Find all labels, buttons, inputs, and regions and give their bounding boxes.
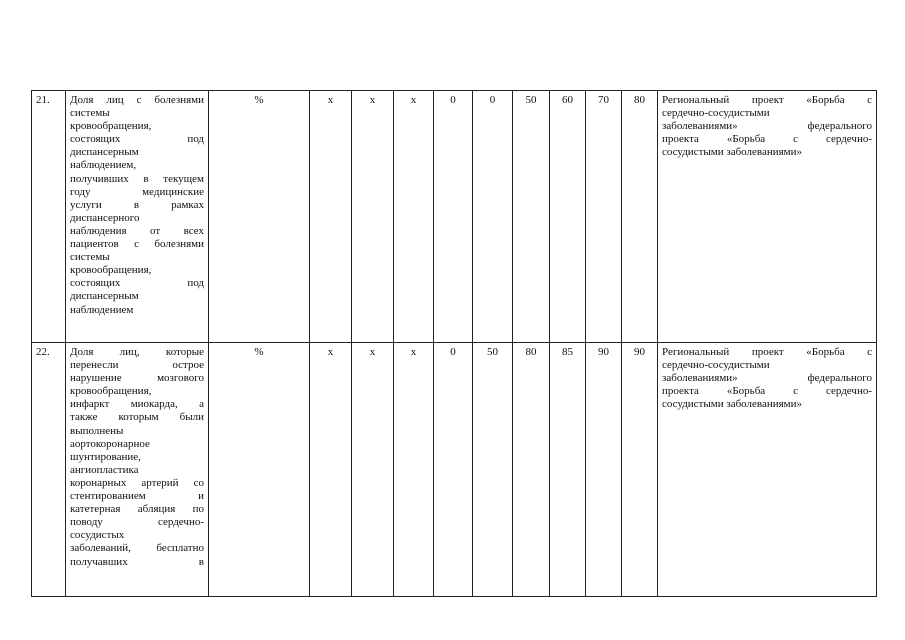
unit-cell: %: [209, 343, 310, 597]
value-cell: 60: [550, 91, 586, 343]
value-cell: 50: [513, 91, 550, 343]
value-cell: 80: [622, 91, 658, 343]
table-row: [32, 91, 877, 343]
row-number: 22.: [32, 343, 66, 597]
indicator-description: Доля лиц, которые перенесли острое нарушение мозгового кровообращения, инфаркт миокарда, а также которым были выполнены аортокоронарное шунтирование, ангиопластика коронарных артерий со стентированием и катетерная абляция по поводу сердечно- сосудистых заболеваний, бесплатно получавших в: [66, 343, 209, 597]
value-cell: 90: [586, 343, 622, 597]
source-project: Региональный проект «Борьба с сердечно-сосудистыми заболеваниями» федерального проекта «Борьба с сердечно- сосудистыми заболеваниями»: [658, 343, 877, 597]
table-row: [32, 343, 877, 597]
value-cell: 70: [586, 91, 622, 343]
value-cell: 85: [550, 343, 586, 597]
unit-cell: %: [209, 91, 310, 343]
value-cell: x: [394, 343, 434, 597]
value-cell: x: [394, 91, 434, 343]
source-project: Региональный проект «Борьба с сердечно-сосудистыми заболеваниями» федерального проекта «Борьба с сердечно- сосудистыми заболеваниями»: [658, 91, 877, 343]
value-cell: 50: [473, 343, 513, 597]
value-cell: 80: [513, 343, 550, 597]
value-cell: x: [352, 343, 394, 597]
value-cell: 90: [622, 343, 658, 597]
value-cell: x: [310, 343, 352, 597]
value-cell: 0: [434, 91, 473, 343]
value-cell: 0: [473, 91, 513, 343]
value-cell: 0: [434, 343, 473, 597]
value-cell: x: [352, 91, 394, 343]
indicator-table: [31, 90, 877, 597]
indicator-description: Доля лиц с болезнями системы кровообращения, состоящих под диспансерным наблюдением, получивших в текущем году медицинские услуги в рамках диспансерного наблюдения от всех пациентов с болезнями системы кровообращения, состоящих под диспансерным наблюдением: [66, 91, 209, 343]
row-number: 21.: [32, 91, 66, 343]
value-cell: x: [310, 91, 352, 343]
